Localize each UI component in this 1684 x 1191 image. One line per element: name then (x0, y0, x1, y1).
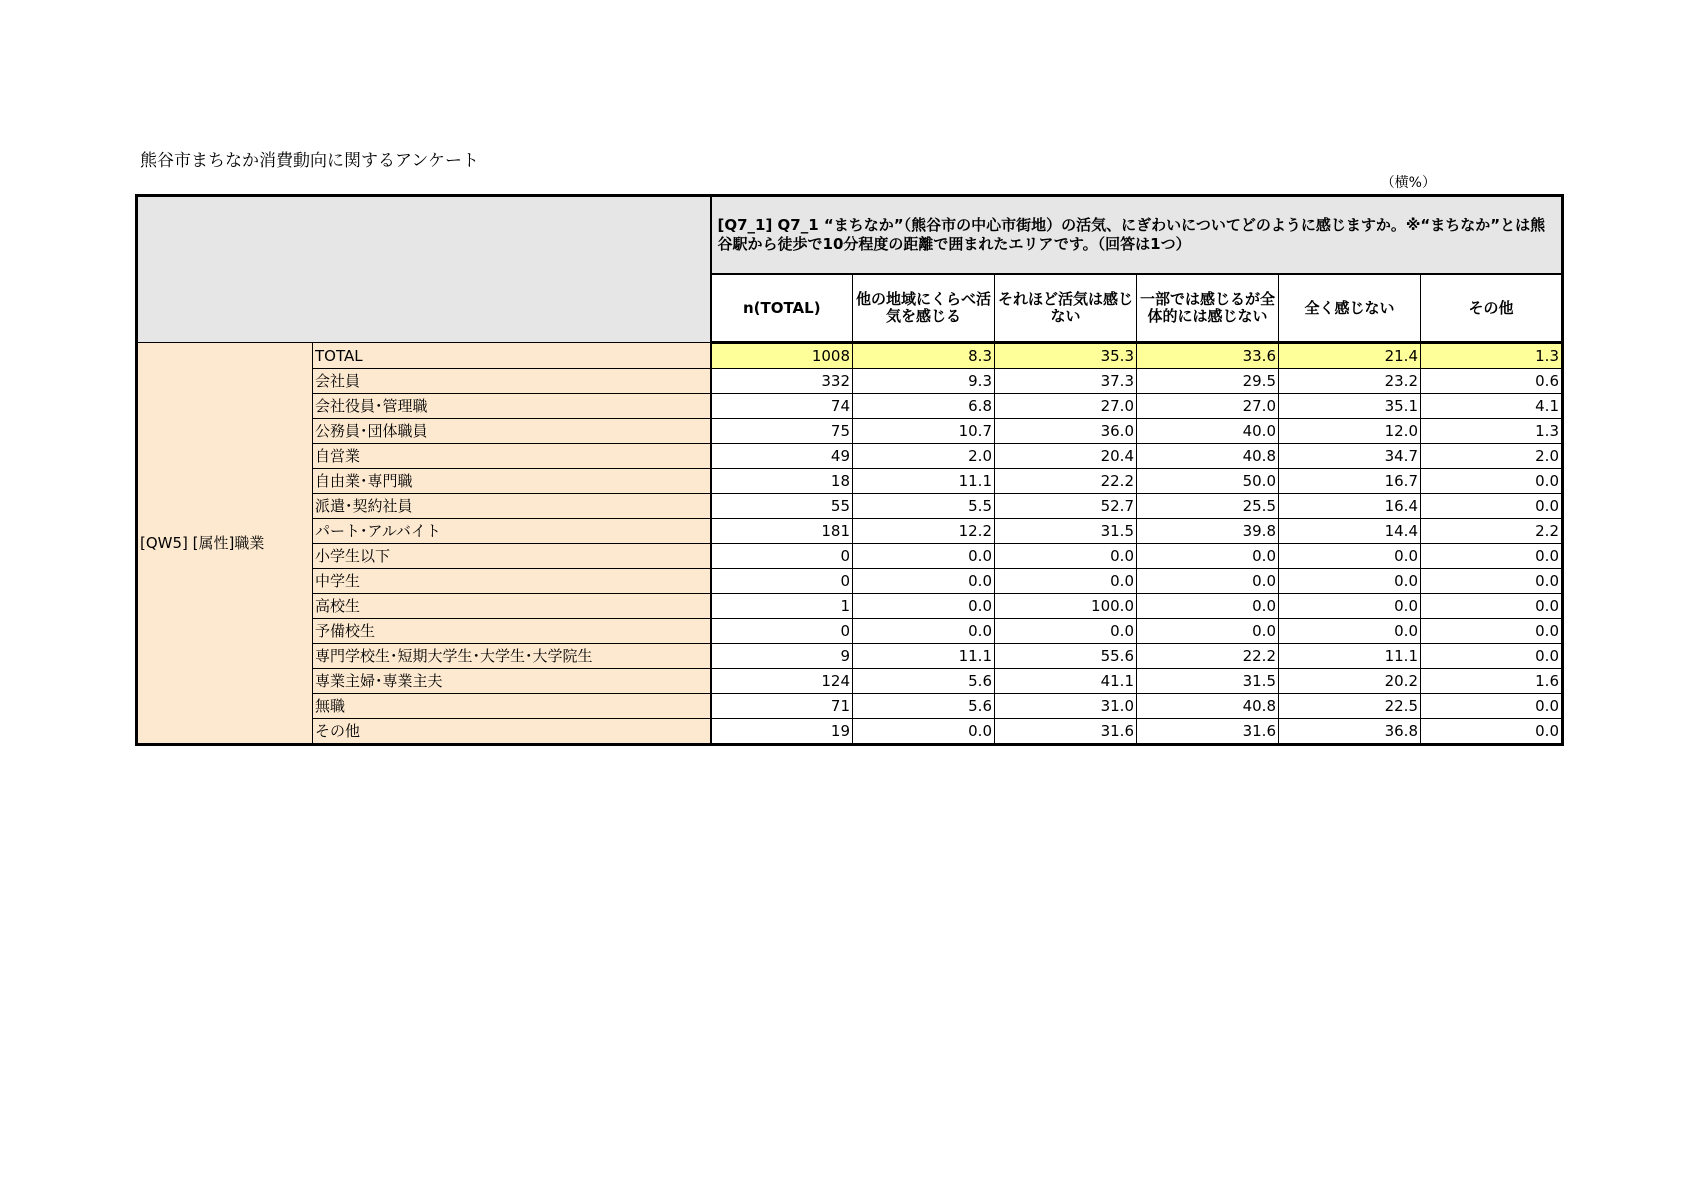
value-cell: 23.2 (1279, 369, 1421, 394)
row-label: 高校生 (313, 594, 711, 619)
value-cell: 0 (711, 544, 853, 569)
row-label: 自由業･専門職 (313, 469, 711, 494)
value-cell: 0.0 (853, 619, 995, 644)
value-cell: 75 (711, 419, 853, 444)
value-cell: 31.0 (995, 694, 1137, 719)
row-label: 中学生 (313, 569, 711, 594)
value-cell: 22.2 (995, 469, 1137, 494)
value-cell: 1.3 (1421, 419, 1563, 444)
value-cell: 5.6 (853, 694, 995, 719)
table-row (137, 694, 1563, 719)
value-cell: 0.6 (1421, 369, 1563, 394)
value-cell: 12.2 (853, 519, 995, 544)
value-cell: 2.0 (853, 444, 995, 469)
value-cell: 5.6 (853, 669, 995, 694)
value-cell: 0.0 (995, 544, 1137, 569)
value-cell: 181 (711, 519, 853, 544)
value-cell: 39.8 (1137, 519, 1279, 544)
row-label: 公務員･団体職員 (313, 419, 711, 444)
value-cell: 0.0 (853, 594, 995, 619)
value-cell: 9 (711, 644, 853, 669)
table-row (137, 719, 1563, 745)
value-cell: 55 (711, 494, 853, 519)
column-header: 他の地域にくらべ活気を感じる (853, 274, 995, 343)
table-row (137, 619, 1563, 644)
value-cell: 0.0 (995, 619, 1137, 644)
table-row (137, 594, 1563, 619)
column-header: その他 (1421, 274, 1563, 343)
row-label: 専業主婦･専業主夫 (313, 669, 711, 694)
column-header: 全く感じない (1279, 274, 1421, 343)
value-cell: 27.0 (995, 394, 1137, 419)
value-cell: 40.8 (1137, 444, 1279, 469)
value-cell: 19 (711, 719, 853, 745)
value-cell: 36.8 (1279, 719, 1421, 745)
value-cell: 22.2 (1137, 644, 1279, 669)
value-cell: 40.8 (1137, 694, 1279, 719)
value-cell: 25.5 (1137, 494, 1279, 519)
value-cell: 31.6 (995, 719, 1137, 745)
row-label: 会社員 (313, 369, 711, 394)
crosstab-table (135, 194, 1564, 746)
value-cell: 0.0 (995, 569, 1137, 594)
table-row (137, 519, 1563, 544)
value-cell: 35.1 (1279, 394, 1421, 419)
row-label: その他 (313, 719, 711, 745)
header-row-question (137, 196, 1563, 275)
value-cell: 0.0 (1137, 594, 1279, 619)
value-cell: 41.1 (995, 669, 1137, 694)
value-cell: 71 (711, 694, 853, 719)
value-cell: 74 (711, 394, 853, 419)
value-cell: 50.0 (1137, 469, 1279, 494)
value-cell: 0.0 (1279, 619, 1421, 644)
value-cell: 0.0 (1421, 594, 1563, 619)
row-label: 小学生以下 (313, 544, 711, 569)
row-label: 派遣･契約社員 (313, 494, 711, 519)
value-cell: 0.0 (1137, 569, 1279, 594)
value-cell: 16.7 (1279, 469, 1421, 494)
table-row (137, 394, 1563, 419)
column-header: 一部では感じるが全体的には感じない (1137, 274, 1279, 343)
value-cell: 49 (711, 444, 853, 469)
value-cell: 35.3 (995, 343, 1137, 369)
value-cell: 0.0 (1421, 569, 1563, 594)
value-cell: 0 (711, 619, 853, 644)
unit-note: （横%） (1380, 175, 1436, 191)
value-cell: 8.3 (853, 343, 995, 369)
value-cell: 0.0 (853, 719, 995, 745)
table-row (137, 494, 1563, 519)
value-cell: 124 (711, 669, 853, 694)
value-cell: 0.0 (1421, 494, 1563, 519)
value-cell: 27.0 (1137, 394, 1279, 419)
value-cell: 6.8 (853, 394, 995, 419)
column-header: n(TOTAL) (711, 274, 853, 343)
value-cell: 2.2 (1421, 519, 1563, 544)
value-cell: 55.6 (995, 644, 1137, 669)
value-cell: 31.5 (1137, 669, 1279, 694)
value-cell: 11.1 (853, 644, 995, 669)
value-cell: 100.0 (995, 594, 1137, 619)
value-cell: 0.0 (1421, 544, 1563, 569)
total-row (137, 343, 1563, 369)
value-cell: 12.0 (1279, 419, 1421, 444)
value-cell: 20.4 (995, 444, 1137, 469)
row-label: 無職 (313, 694, 711, 719)
value-cell: 16.4 (1279, 494, 1421, 519)
table-row (137, 544, 1563, 569)
table-row (137, 469, 1563, 494)
value-cell: 0.0 (1137, 619, 1279, 644)
row-label: 予備校生 (313, 619, 711, 644)
value-cell: 18 (711, 469, 853, 494)
value-cell: 1 (711, 594, 853, 619)
value-cell: 0.0 (853, 569, 995, 594)
value-cell: 332 (711, 369, 853, 394)
row-label: 会社役員･管理職 (313, 394, 711, 419)
document-title: 熊谷市まちなか消費動向に関するアンケート (140, 151, 479, 171)
value-cell: 0.0 (1421, 644, 1563, 669)
value-cell: 0 (711, 569, 853, 594)
value-cell: 0.0 (1421, 619, 1563, 644)
value-cell: 0.0 (853, 544, 995, 569)
value-cell: 29.5 (1137, 369, 1279, 394)
column-header: それほど活気は感じない (995, 274, 1137, 343)
value-cell: 10.7 (853, 419, 995, 444)
table-row (137, 569, 1563, 594)
table-row (137, 419, 1563, 444)
value-cell: 52.7 (995, 494, 1137, 519)
value-cell: 0.0 (1137, 544, 1279, 569)
value-cell: 2.0 (1421, 444, 1563, 469)
value-cell: 34.7 (1279, 444, 1421, 469)
group-label: [QW5] [属性]職業 (137, 343, 313, 745)
value-cell: 36.0 (995, 419, 1137, 444)
value-cell: 22.5 (1279, 694, 1421, 719)
value-cell: 40.0 (1137, 419, 1279, 444)
value-cell: 20.2 (1279, 669, 1421, 694)
table-row (137, 669, 1563, 694)
value-cell: 5.5 (853, 494, 995, 519)
value-cell: 0.0 (1421, 694, 1563, 719)
value-cell: 1008 (711, 343, 853, 369)
value-cell: 9.3 (853, 369, 995, 394)
value-cell: 11.1 (1279, 644, 1421, 669)
value-cell: 33.6 (1137, 343, 1279, 369)
value-cell: 0.0 (1279, 594, 1421, 619)
row-label: パート･アルバイト (313, 519, 711, 544)
value-cell: 31.5 (995, 519, 1137, 544)
value-cell: 11.1 (853, 469, 995, 494)
table-row (137, 369, 1563, 394)
value-cell: 31.6 (1137, 719, 1279, 745)
header-blank-cell (137, 196, 711, 343)
row-label: 自営業 (313, 444, 711, 469)
table-row (137, 644, 1563, 669)
value-cell: 0.0 (1279, 544, 1421, 569)
value-cell: 1.3 (1421, 343, 1563, 369)
value-cell: 21.4 (1279, 343, 1421, 369)
question-text: [Q7_1] Q7_1 “まちなか”（熊谷市の中心市街地）の活気、にぎわいについてどのように感じますか。※“まちなか”とは熊谷駅から徒歩で10分程度の距離で囲まれたエリアです。（回答は1つ） (711, 196, 1563, 275)
value-cell: 0.0 (1279, 569, 1421, 594)
row-label: TOTAL (313, 343, 711, 369)
value-cell: 14.4 (1279, 519, 1421, 544)
row-label: 専門学校生･短期大学生･大学生･大学院生 (313, 644, 711, 669)
table-row (137, 444, 1563, 469)
value-cell: 37.3 (995, 369, 1137, 394)
value-cell: 4.1 (1421, 394, 1563, 419)
value-cell: 0.0 (1421, 719, 1563, 745)
value-cell: 1.6 (1421, 669, 1563, 694)
value-cell: 0.0 (1421, 469, 1563, 494)
